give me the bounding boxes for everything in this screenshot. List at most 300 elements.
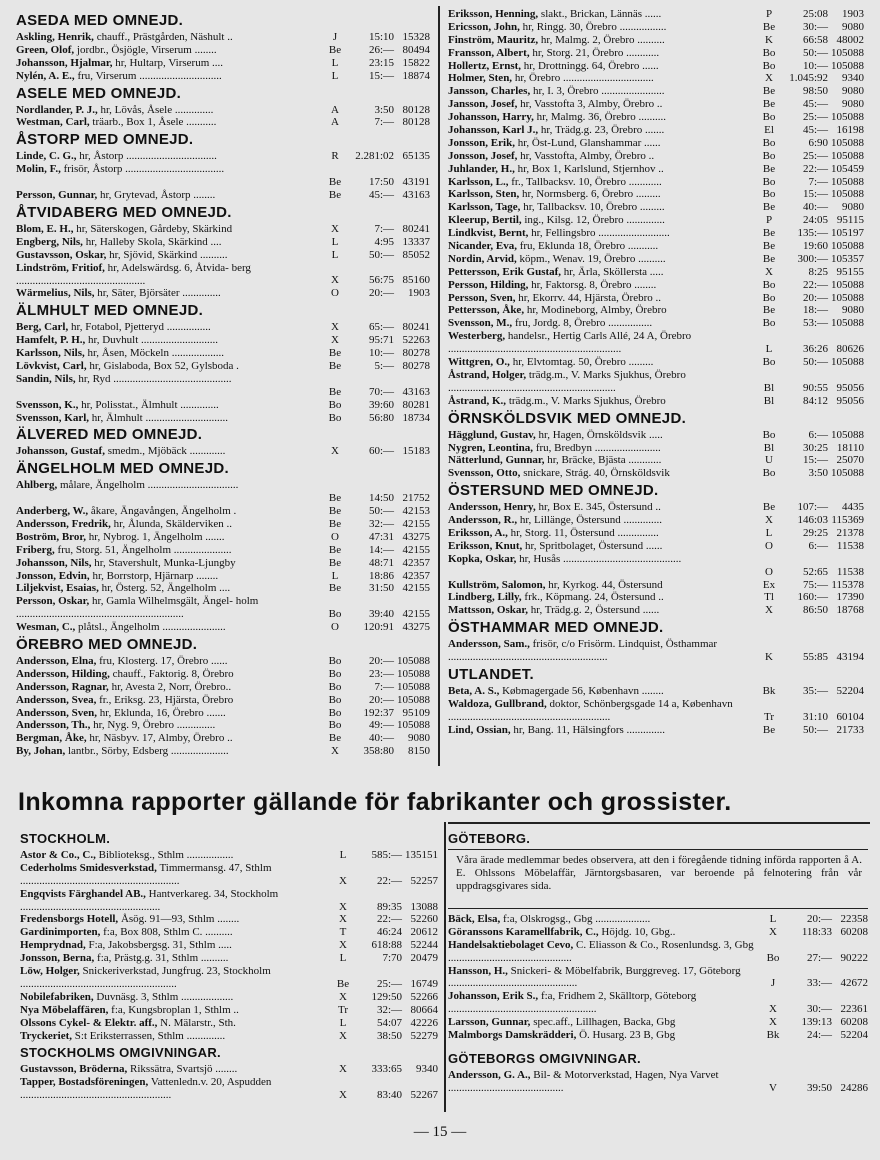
entry-address: fr., Eriksg. 23, Hjärsta, Örebro <box>99 693 234 706</box>
entry-number: 8150 <box>408 745 430 758</box>
entry-name: Johansson, Nils, <box>16 556 92 569</box>
entry-address: hr, Gislaboda, Box 52, Gylsboda . <box>89 359 239 372</box>
entry-row <box>16 479 430 505</box>
entry-number: 18110 <box>836 441 864 454</box>
entry-code: X <box>331 222 339 235</box>
entry-number: 80494 <box>402 43 430 56</box>
entry-address: hr, Älmhult .............................. <box>91 411 228 424</box>
entry-amount: 7:70 <box>382 952 402 965</box>
entry-number: 105088 <box>831 59 864 72</box>
entry-row <box>448 124 864 137</box>
entry-row <box>16 249 430 262</box>
entry-text <box>16 334 316 347</box>
entry-amount: 89:35 <box>376 900 402 913</box>
entry-name: Andersson, Elna, <box>16 655 97 668</box>
entry-code: L <box>331 235 339 248</box>
entry-address: jordbr., Ösjögle, Virserum ........ <box>76 43 217 56</box>
entry-amount: 107:— <box>797 501 828 514</box>
entry-name: Mattsson, Oskar, <box>448 604 528 617</box>
entry-address: hr, Hagen, Örnsköldsvik ..... <box>538 428 663 441</box>
entry-code: Be <box>328 518 342 530</box>
entry-code: Bo <box>762 46 776 59</box>
section-rule <box>448 849 868 850</box>
entry-name: Larsson, Gunnar, <box>448 1016 531 1029</box>
entry-number: 9080 <box>842 20 864 33</box>
entry-code: L <box>331 569 339 582</box>
entry-row <box>20 926 438 939</box>
entry-code: O <box>765 565 773 578</box>
entry-name: Handelsaktiebolaget Cevo, <box>448 938 574 951</box>
entry-address: hr, Ryd ........................................... <box>78 372 232 385</box>
entry-name: Lövkvist, Carl, <box>16 359 87 372</box>
entry-address: hr, Ärla, Sköllersta ..... <box>563 265 664 278</box>
entry-address: hr, Tallbacksv. 10, Örebro ......... <box>523 201 665 214</box>
entry-code: V <box>769 1081 777 1094</box>
entry-address: hr, Åstorp ................................. <box>79 150 217 163</box>
entry-address: hr, Lövås, Åsele .............. <box>100 103 214 116</box>
entry-code: Bo <box>762 111 776 124</box>
entry-name: Waldoza, Gullbrand, <box>448 697 547 710</box>
entry-number: 15822 <box>402 56 430 69</box>
entry-name: Kleerup, Bertil, <box>448 214 522 227</box>
entry-code: A <box>331 116 339 129</box>
entry-text <box>448 163 750 176</box>
entry-number: 105088 <box>831 428 864 441</box>
entry-text <box>448 240 750 253</box>
entry-address: hr, Åsen, Möckeln ................... <box>87 347 224 360</box>
entry-number: 105088 <box>397 719 430 732</box>
entry-number: 9080 <box>408 732 430 745</box>
entry-code: L <box>331 56 339 69</box>
entry-amount: 38:50 <box>376 1029 402 1042</box>
entry-code: O <box>331 530 339 543</box>
entry-row <box>448 214 864 227</box>
entry-number: 24286 <box>840 1081 868 1094</box>
entry-text <box>448 638 750 664</box>
entry-address: Ö. Husarg. 23 B, Gbg <box>579 1029 676 1042</box>
entry-row <box>16 518 430 531</box>
entry-amount: 40:— <box>802 201 828 214</box>
entry-row <box>448 201 864 214</box>
entry-name: Karlsson, L., <box>448 175 509 188</box>
entry-text <box>16 621 316 634</box>
entry-number: 105088 <box>397 667 430 680</box>
entry-text <box>16 732 316 745</box>
entry-text <box>448 467 750 480</box>
entry-address: hr, Faktorsg. 8, Örebro ........ <box>531 278 657 291</box>
entry-number: 105357 <box>831 252 864 265</box>
entry-text <box>16 287 316 300</box>
entry-row <box>448 111 864 124</box>
entry-address: hr, Spritbolaget, Östersund ...... <box>525 539 663 552</box>
entry-text <box>448 429 750 442</box>
entry-row <box>16 505 430 518</box>
entry-address: snickare, Strág. 40, Örnsköldsvik <box>523 467 670 480</box>
entry-row <box>16 595 430 621</box>
entry-text <box>20 965 324 991</box>
entry-amount: 25:— <box>802 111 828 124</box>
entry-amount: 20:— <box>368 287 394 300</box>
entry-row <box>448 514 864 527</box>
entry-code: X <box>765 72 773 85</box>
entry-number: 48002 <box>836 33 864 46</box>
entry-name: Persson, Gunnar, <box>16 189 98 202</box>
entry-address: hr, Box 1, Karlslund, Stjernhov .. <box>517 162 664 175</box>
entry-address: hr, Bräcke, Bjästa ............ <box>547 454 662 467</box>
entry-row <box>448 98 864 111</box>
entry-code: O <box>331 287 339 300</box>
entry-number: 105088 <box>831 317 864 330</box>
entry-code: X <box>331 321 339 334</box>
entry-amount: 50:— <box>802 46 828 59</box>
entry-code: Bo <box>328 411 342 424</box>
entry-amount: 25:08 <box>802 8 828 20</box>
entry-number: 18874 <box>402 69 430 82</box>
entry-row <box>448 21 864 34</box>
entry-amount: 358:80 <box>363 745 394 758</box>
entry-amount: 160:— <box>797 591 828 604</box>
entry-text <box>448 913 754 926</box>
entry-amount: 50:— <box>368 505 394 518</box>
entry-text <box>16 582 316 595</box>
entry-amount: 86:50 <box>802 604 828 617</box>
entry-row <box>16 655 430 668</box>
entry-name: Hemprydnad, <box>20 939 86 952</box>
entry-text <box>448 124 750 137</box>
entry-text <box>20 913 324 926</box>
entry-number: 85052 <box>402 248 430 261</box>
entry-row <box>448 685 864 698</box>
entry-number: 105197 <box>831 227 864 240</box>
entry-name: Åstrand, Holger, <box>448 368 527 381</box>
entry-amount: 18:86 <box>368 569 394 582</box>
entry-number: 105088 <box>831 188 864 201</box>
entry-row <box>20 913 438 926</box>
entry-name: Pettersson, Åke, <box>448 304 525 317</box>
entry-amount: 7:— <box>374 116 394 129</box>
entry-amount: 49:— <box>368 719 394 732</box>
entry-code: Be <box>328 732 342 745</box>
right-column <box>448 8 864 737</box>
entry-text <box>16 104 316 117</box>
entry-name: Johansson, Erik S., <box>448 990 539 1003</box>
entry-row <box>20 1063 438 1076</box>
entry-code: Be <box>762 85 776 98</box>
entry-text <box>448 724 750 737</box>
entry-code: Bo <box>328 667 342 680</box>
entry-address: hr, Polisstat., Älmhult .............. <box>81 398 219 411</box>
entry-name: Nobilefabriken, <box>20 990 94 1003</box>
entry-number: 60208 <box>840 925 868 938</box>
entry-address: fru, Storg. 51, Ängelholm ..................... <box>57 543 232 556</box>
entry-address: spec.aff., Lillhagen, Backa, Gbg <box>533 1016 676 1029</box>
entry-name: Eriksson, A., <box>448 526 508 539</box>
entry-address: hr, Österg. 52, Ängelholm .... <box>101 582 231 595</box>
entry-name: Ahlberg, <box>16 479 58 492</box>
entry-row <box>448 604 864 617</box>
entry-text <box>20 926 324 939</box>
entry-row <box>16 116 430 129</box>
entry-code: X <box>339 874 347 887</box>
entry-address: F:a, Jakobsbergsg. 31, Sthlm ..... <box>88 939 232 952</box>
entry-number: 105088 <box>831 291 864 304</box>
entry-address: hr, Malmg. 36, Örebro .......... <box>536 111 667 124</box>
entry-amount: 45:— <box>802 124 828 137</box>
entry-amount: 618:88 <box>371 939 402 952</box>
entry-address: hr, Säterskogen, Gårdeby, Skärkind <box>76 222 233 235</box>
entry-address: fru, Eklunda 18, Örebro ........... <box>519 240 659 253</box>
entry-text <box>448 98 750 111</box>
entry-text <box>448 60 750 73</box>
entry-amount: 39:50 <box>806 1081 832 1094</box>
entry-address: hr, Lillänge, Östersund .............. <box>519 514 663 527</box>
entry-row <box>448 540 864 553</box>
entry-amount: 35:— <box>802 685 828 698</box>
entry-row <box>448 579 864 592</box>
entry-amount: 75:— <box>802 578 828 591</box>
entry-text <box>16 31 316 44</box>
entry-name: Kullström, Salomon, <box>448 578 546 591</box>
entry-number: 9080 <box>842 304 864 317</box>
entry-address: f:a, Prästg.g. 31, Sthlm .......... <box>97 952 229 965</box>
section-heading: ÖREBRO MED OMNEJD. <box>16 636 198 654</box>
entry-text <box>16 681 316 694</box>
entry-amount: 129:50 <box>371 990 402 1003</box>
entry-text <box>16 399 316 412</box>
entry-address: hr, Trädg.g. 23, Örebro ....... <box>540 124 665 137</box>
goteborg-notice: Våra ärade medlemmar bedes observera, att den i föregående tidning införda rapporten å A. E. Ohlssons Möbelaffär, Järntorgsbasaren, var beroende på felnotering från vår uppdragsgivares sida. <box>456 854 862 892</box>
entry-name: Liljekvist, Esaias, <box>16 582 99 595</box>
entry-row <box>16 44 430 57</box>
entry-amount: 3:50 <box>374 103 394 116</box>
entry-address: hr, Husås ........................................... <box>519 552 682 565</box>
section-heading: ÅSTORP MED OMNEJD. <box>16 131 194 149</box>
entry-amount: 50:— <box>802 723 828 736</box>
entry-code: El <box>764 124 774 137</box>
entry-address: hr, I. 3, Örebro ....................... <box>532 85 665 98</box>
entry-text <box>448 72 750 85</box>
entry-code: Be <box>328 492 342 505</box>
entry-text <box>448 1069 754 1095</box>
entry-row <box>20 1030 438 1043</box>
entry-name: Lind, Ossian, <box>448 723 511 736</box>
entry-amount: 14:— <box>368 543 394 556</box>
entry-number: 105088 <box>831 46 864 59</box>
entry-text <box>20 862 324 888</box>
entry-address: smedm., Mjöbäck ............. <box>107 445 226 458</box>
entry-text <box>448 553 750 566</box>
entry-number: 105459 <box>831 162 864 175</box>
entry-text <box>448 8 750 21</box>
entry-text <box>16 531 316 544</box>
entry-code: Be <box>328 43 342 56</box>
entry-amount: 45:— <box>368 189 394 202</box>
entry-text <box>448 214 750 227</box>
entry-row <box>16 557 430 570</box>
entry-name: Karlsson, Tage, <box>448 201 521 214</box>
entry-number: 42357 <box>402 569 430 582</box>
entry-amount: 30:25 <box>802 441 828 454</box>
entry-number: 105088 <box>831 136 864 149</box>
entry-code: Be <box>328 543 342 556</box>
entry-address: hr, Gamla Wilhelmsgält, Ängel- holm ............................................................. <box>16 595 259 621</box>
entry-name: Tapper, Bostadsföreningen, <box>20 1076 149 1089</box>
entry-code: X <box>331 445 339 458</box>
entry-name: Andersson, Hilding, <box>16 667 110 680</box>
entry-row <box>448 85 864 98</box>
entry-amount: 333:65 <box>371 1063 402 1076</box>
entry-text <box>16 150 316 163</box>
entry-code: Be <box>328 385 342 398</box>
entry-number: 105088 <box>397 655 430 668</box>
entry-address: slakt., Brickan, Lännäs ...... <box>540 8 662 20</box>
entry-code: X <box>339 1063 347 1076</box>
entry-name: Boström, Bror, <box>16 530 86 543</box>
entry-name: Hollertz, Ernst, <box>448 59 522 72</box>
entry-row <box>448 292 864 305</box>
entry-address: hr, Malmg. 2, Örebro .......... <box>540 33 665 46</box>
entry-text <box>448 527 750 540</box>
entry-row <box>448 454 864 467</box>
entry-name: Tryckeriet, <box>20 1029 73 1042</box>
entry-text <box>20 1017 324 1030</box>
entry-row <box>448 34 864 47</box>
entry-row <box>20 952 438 965</box>
entry-number: 17390 <box>836 591 864 604</box>
entry-text <box>448 253 750 266</box>
entry-number: 52260 <box>410 913 438 926</box>
report-banner-heading: Inkomna rapporter gällande för fabrikanter och grossister. <box>18 788 732 816</box>
entry-code: Bo <box>328 680 342 693</box>
entry-address: hr, Fotabol, Pjetteryd ................ <box>70 321 211 334</box>
entry-name: Gustavsson, Oskar, <box>16 248 107 261</box>
entry-address: hr, Elvtomtag. 50, Örebro ......... <box>512 356 654 369</box>
entry-code: Bk <box>762 685 776 698</box>
entry-row <box>448 369 864 395</box>
entry-name: Jonsson, Erik, <box>448 136 515 149</box>
entry-address: hr, Vasstofta 3, Almby, Örebro .. <box>520 98 663 111</box>
entry-number: 60208 <box>840 1016 868 1029</box>
entry-text <box>448 395 750 408</box>
entry-code: Bo <box>328 719 342 732</box>
entry-name: Green, Olof, <box>16 43 75 56</box>
entry-number: 80626 <box>836 343 864 356</box>
entry-number: 20612 <box>410 926 438 939</box>
entry-amount: 146:03 <box>797 514 828 527</box>
entry-number: 42153 <box>402 505 430 518</box>
entry-text <box>448 292 750 305</box>
entry-amount: 4:95 <box>374 235 394 248</box>
entry-name: Jonsson, Josef, <box>448 149 518 162</box>
entry-address: Købmagergade 56, København ........ <box>502 685 664 698</box>
entry-row <box>448 990 868 1016</box>
entry-name: Sandin, Nils, <box>16 372 76 385</box>
entry-number: 43275 <box>402 621 430 634</box>
entry-row <box>448 1029 868 1042</box>
entry-name: Wittgren, O., <box>448 356 510 369</box>
entry-number: 42357 <box>402 556 430 569</box>
entry-code: Bo <box>762 278 776 291</box>
entry-code: Bo <box>328 608 342 621</box>
entry-number: 13337 <box>402 235 430 248</box>
entry-row <box>448 330 864 356</box>
entry-code: Be <box>762 201 776 214</box>
entry-row <box>16 570 430 583</box>
entry-address: Vattenledn.v. 20, Aspudden ....................................................... <box>20 1076 272 1102</box>
entry-amount: 120:91 <box>363 621 394 634</box>
entry-code: Bl <box>763 441 775 454</box>
entry-address: hr, Borrstorp, Hjärnarp ........ <box>92 569 219 582</box>
entry-address: fru, Klosterg. 17, Örebro ...... <box>99 655 228 668</box>
entry-text <box>16 57 316 70</box>
entry-row <box>20 991 438 1004</box>
entry-row <box>448 253 864 266</box>
entry-code: J <box>332 31 338 43</box>
entry-code: Bo <box>762 317 776 330</box>
entry-text <box>16 70 316 83</box>
entry-amount: 20:— <box>802 291 828 304</box>
entry-name: Andersson, G. A., <box>448 1068 531 1081</box>
entry-row <box>448 356 864 369</box>
entry-amount: 30:— <box>802 20 828 33</box>
entry-amount: 90:55 <box>802 381 828 394</box>
entry-number: 9340 <box>842 72 864 85</box>
entry-number: 43163 <box>402 189 430 202</box>
entry-row <box>448 939 868 965</box>
entry-code: Bo <box>762 428 776 441</box>
entry-name: Anderberg, W., <box>16 505 89 518</box>
entry-name: Holmer, Sten, <box>448 72 513 85</box>
entry-text <box>16 544 316 557</box>
entry-code: L <box>765 343 773 356</box>
entry-text <box>16 518 316 531</box>
entry-code: Bo <box>328 398 342 411</box>
entry-code: Tr <box>764 710 774 723</box>
entry-name: Åstrand, K., <box>448 394 507 407</box>
entry-text <box>20 1004 324 1017</box>
entry-text <box>16 116 316 129</box>
entry-number: 21378 <box>836 526 864 539</box>
entry-address: hr, Eklunda, 16, Örebro ....... <box>99 706 226 719</box>
entry-number: 42155 <box>402 608 430 621</box>
entry-text <box>448 965 754 991</box>
entry-address: hr, Trädg.g. 2, Östersund ...... <box>530 604 660 617</box>
entry-amount: 29:25 <box>802 526 828 539</box>
entry-address: hr, Storg. 21, Örebro ............ <box>532 46 660 59</box>
entry-code: Be <box>762 162 776 175</box>
entry-text <box>16 694 316 707</box>
entry-address: hr, Näsbyv. 17, Almby, Örebro .. <box>89 732 233 745</box>
section-heading: ASELE MED OMNEJD. <box>16 84 182 102</box>
entry-amount: 56:75 <box>368 274 394 287</box>
entry-row <box>16 719 430 732</box>
entry-number: 42155 <box>402 543 430 556</box>
entry-code: T <box>339 926 347 939</box>
entry-text <box>20 849 324 862</box>
entry-amount: 300:— <box>797 252 828 265</box>
entry-text <box>448 591 750 604</box>
entry-row <box>448 279 864 292</box>
entry-number: 80241 <box>402 321 430 334</box>
entry-text <box>16 707 316 720</box>
entry-text <box>16 360 316 373</box>
entry-text <box>16 655 316 668</box>
entry-row <box>20 888 438 914</box>
entry-row <box>448 240 864 253</box>
entry-row <box>16 150 430 163</box>
entry-number: 1903 <box>842 8 864 20</box>
entry-amount: 46:24 <box>376 926 402 939</box>
